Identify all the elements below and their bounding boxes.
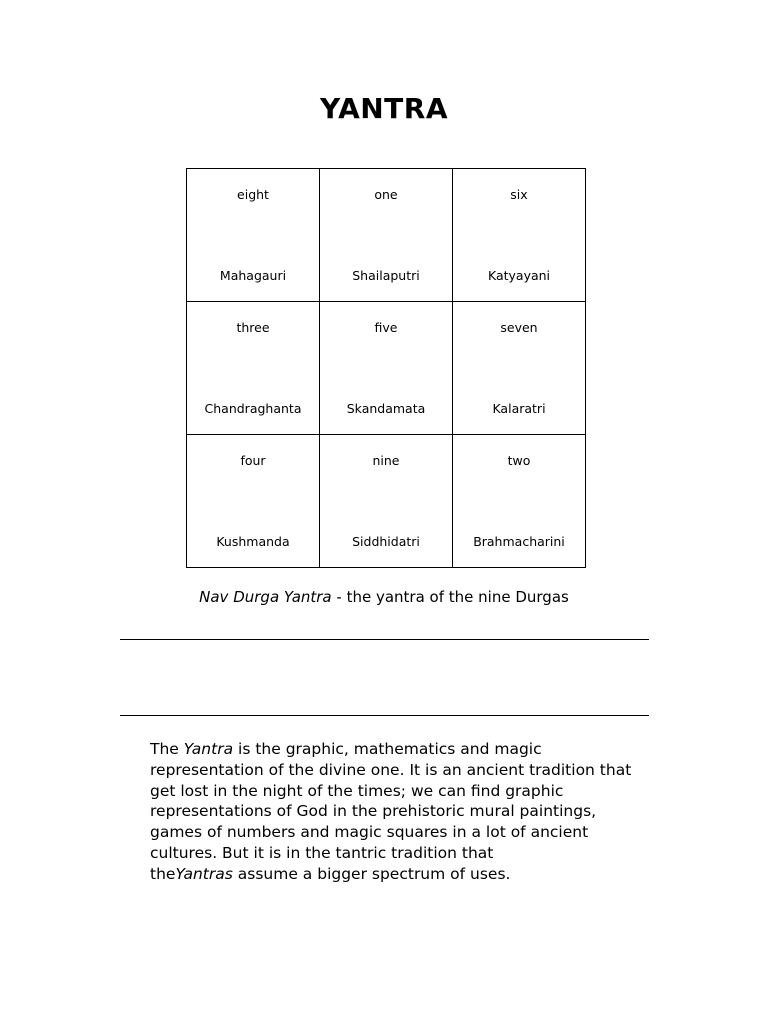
grid-row [187,169,586,302]
cell-deity-name: Mahagauri [219,268,287,283]
cell-number: four [240,453,266,468]
cell-number: five [374,320,398,335]
paragraph-line: representation of the divine one. It is an ancient tradition that [150,760,632,779]
cell-number: three [236,320,270,335]
italic-term: Yantra [183,740,234,758]
cell-number: nine [372,453,400,468]
divider [120,715,649,716]
text-run: is the graphic, mathematics and magic [233,740,542,758]
cell-number: seven [500,320,538,335]
grid-cell [453,435,586,568]
cell-deity-name: Kushmanda [216,534,290,549]
page-title: YANTRA [319,92,449,125]
yantra-grid [186,168,586,568]
cell-deity-name: Chandraghanta [204,401,302,416]
text-run: the [150,864,176,883]
grid-cell [187,435,320,568]
grid-cell [187,302,320,435]
caption-italic-title: Nav Durga Yantra [199,588,332,606]
divider [120,639,649,640]
paragraph-line [150,864,630,885]
cell-number: one [374,187,398,202]
grid-cell [453,302,586,435]
grid-row [187,435,586,568]
body-paragraph [150,739,630,885]
paragraph-line: get lost in the night of the times; we can find graphic [150,781,564,800]
grid-cell [187,169,320,302]
cell-deity-name: Brahmacharini [473,534,565,549]
paragraph-line [150,739,630,760]
paragraph-line: cultures. But it is in the tantric tradition that [150,843,494,862]
grid-cell [320,302,453,435]
cell-number: two [507,453,531,468]
cell-deity-name: Siddhidatri [352,534,420,549]
cell-deity-name: Shailaputri [352,268,420,283]
text-run: The [150,740,184,758]
paragraph-line: representations of God in the prehistoric mural paintings, [150,802,597,821]
cell-number: six [510,187,528,202]
paragraph-line: games of numbers and magic squares in a lot of ancient [150,823,589,842]
grid-row [187,302,586,435]
grid-cell [320,435,453,568]
text-run: assume a bigger spectrum of uses. [232,864,511,883]
cell-number: eight [237,187,269,202]
grid-cell [453,169,586,302]
cell-deity-name: Skandamata [346,401,426,416]
cell-deity-name: Kalaratri [492,401,546,416]
italic-term: Yantras [175,864,233,883]
figure-caption [0,588,768,606]
grid-cell [320,169,453,302]
caption-text: - the yantra of the nine Durgas [331,588,569,606]
cell-deity-name: Katyayani [487,268,551,283]
